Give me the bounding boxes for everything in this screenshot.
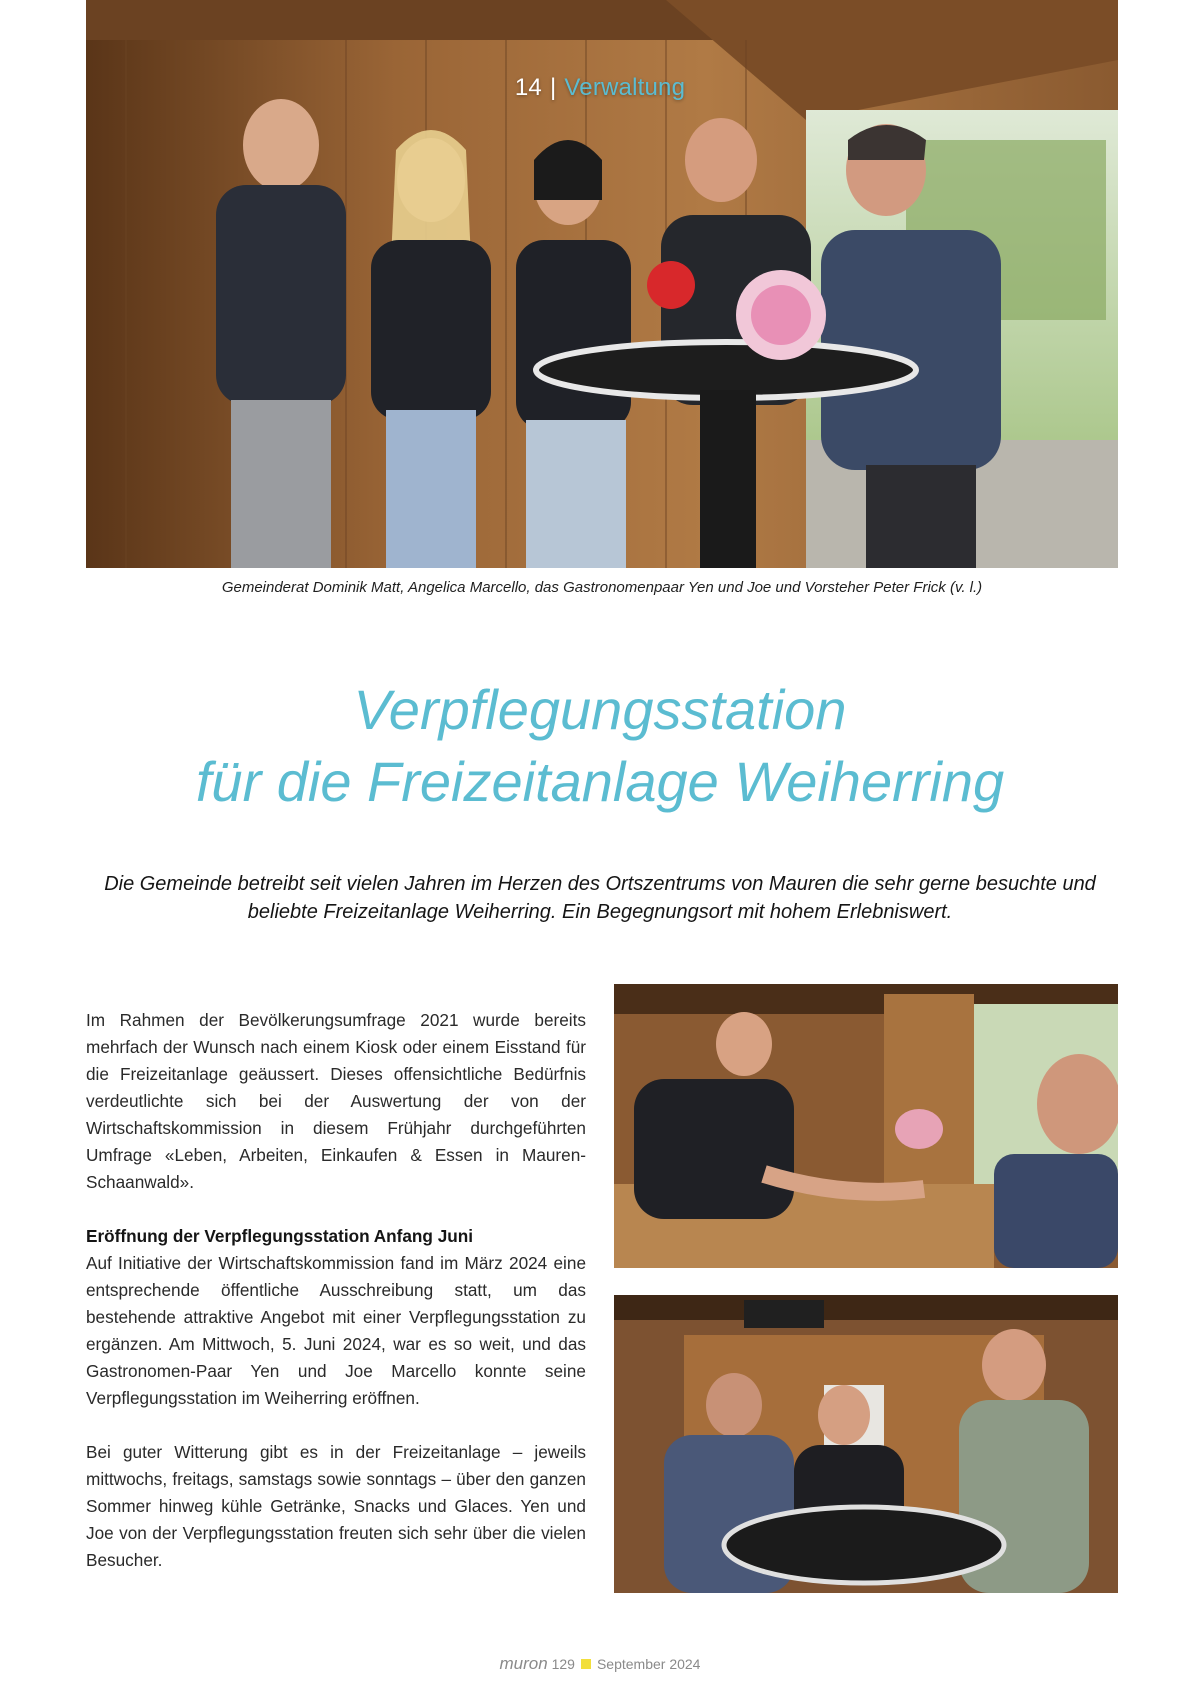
subheading: Eröffnung der Verpflegungsstation Anfang Juni: [86, 1226, 474, 1246]
header-separator: |: [549, 74, 557, 101]
footer-square-icon: [581, 1659, 591, 1669]
page-footer: [0, 1654, 1200, 1674]
issue-date: September 2024: [596, 1656, 701, 1672]
paragraph-2: Auf Initiative der Wirtschaftskommission fand im März 2024 eine entsprechende öffentliche Ausschreibung statt, um das bestehende attraktive Angebot mit einer Verpflegungsstation zu ergänzen. Am Mittwoch, 5. Juni 2024, war es so weit, und das Gastronomen-Paar Yen und Joe Marcello konnte seine Verpflegungsstation im Weiherring eröffnen.: [86, 1253, 586, 1408]
article-lead: Die Gemeinde betreibt seit vielen Jahren im Herzen des Ortszentrums von Mauren die sehr gerne besuchte und beliebte Freizeitanlage Weiherring. Ein Begegnungsort mit hohem Erlebniswert.: [104, 873, 1096, 923]
magazine-brand: muron: [499, 1654, 548, 1673]
issue-number: 129: [551, 1656, 575, 1672]
main-photo-caption: Gemeinderat Dominik Matt, Angelica Marcello, das Gastronomenpaar Yen und Joe und Vorsteher Peter Frick (v. l.): [221, 579, 983, 596]
article-title-line-1: Verpflegungsstation: [353, 678, 847, 741]
paragraph-1: Im Rahmen der Bevölkerungsumfrage 2021 wurde bereits mehrfach der Wunsch nach einem Kiosk oder einem Eisstand für die Freizeitanlage geäussert. Dieses offensichtliche Bedürfnis verdeutlichte sich bei der Auswertung der von der Wirtschaftskommission in diesem Frühjahr durchgeführten Umfrage «Leben, Arbeiten, Einkaufen & Essen in Mauren-Schaanwald».: [86, 1010, 586, 1192]
section-name: Verwaltung: [564, 74, 686, 101]
page-number: 14: [514, 74, 542, 101]
article-title: [60, 674, 1140, 818]
paragraph-3: Bei guter Witterung gibt es in der Freizeitanlage – jeweils mittwochs, freitags, samstags sowie sonntags – über den ganzen Sommer hinweg kühle Getränke, Snacks und Glaces. Yen und Joe von der Verpflegungsstation freuten sich sehr über die vielen Besucher.: [86, 1442, 586, 1570]
handshake-photo: [614, 984, 1118, 1268]
signing-photo: [614, 1295, 1118, 1593]
article-title-line-2: für die Freizeitanlage Weiherring: [195, 750, 1005, 813]
article-body: [86, 1007, 586, 1574]
page-header: [0, 74, 1200, 102]
